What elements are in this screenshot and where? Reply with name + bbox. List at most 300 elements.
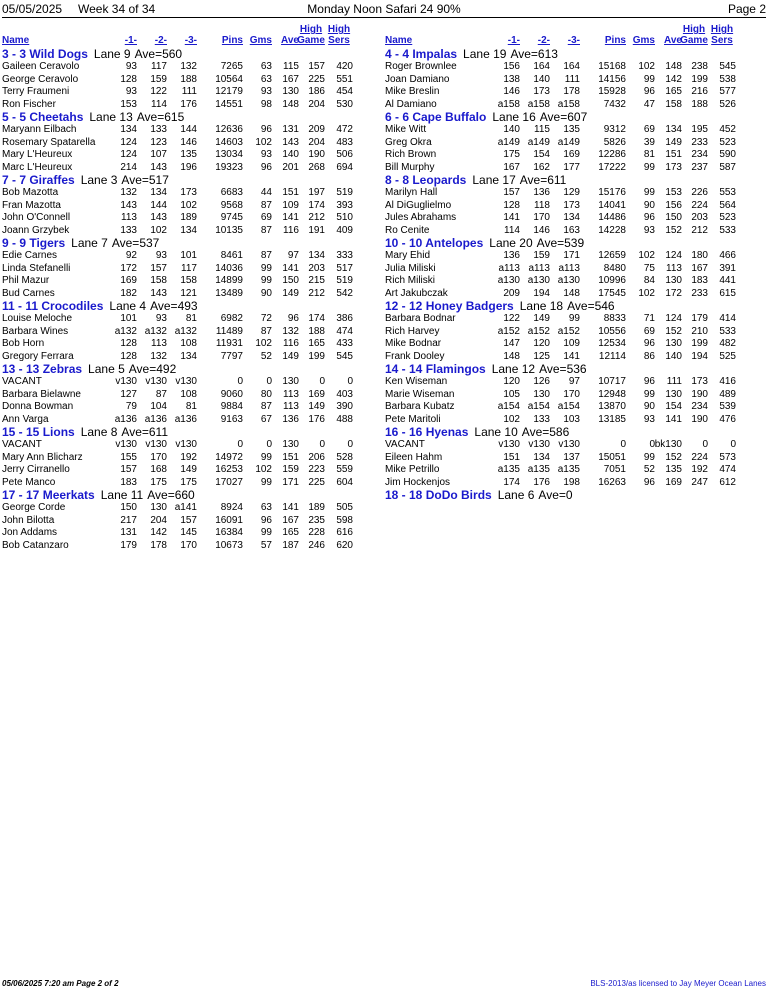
cell-gms: 87 [260, 325, 272, 337]
cell-high_game: 246 [308, 539, 325, 551]
cell-name: Mary L'Heureux [2, 149, 73, 160]
cell-name: Mike Petrillo [385, 464, 440, 475]
team-list-right [385, 48, 768, 502]
cell-name: John Bilotta [2, 514, 55, 526]
cell-g2: 158 [150, 275, 167, 286]
col-header-high_game: High Game [297, 24, 325, 46]
cell-high_game: 190 [691, 413, 708, 425]
bowler-row [2, 414, 385, 427]
col-header-g1: -1- [124, 35, 137, 46]
team-average: Ave=536 [539, 362, 587, 376]
cell-g1: a130 [497, 275, 520, 286]
cell-ave: 124 [665, 250, 682, 261]
bowler-row [2, 225, 385, 238]
cell-high_game: 173 [691, 376, 708, 387]
team-lane: Lane 20 [489, 236, 533, 250]
cell-g3: 189 [180, 212, 197, 223]
cell-ave: 141 [282, 502, 299, 513]
cell-high_game: 183 [691, 275, 708, 286]
cell-gms: 72 [260, 313, 272, 324]
cell-high_game: 224 [691, 199, 708, 211]
cell-high_sers: 551 [336, 73, 353, 85]
cell-ave: 165 [282, 527, 299, 538]
cell-g3: 109 [563, 338, 580, 349]
cell-gms: 99 [643, 388, 655, 400]
cell-gms: 44 [260, 187, 272, 198]
team-header [385, 489, 768, 502]
bowler-row [385, 288, 768, 301]
cell-g2: a149 [527, 136, 550, 148]
bowler-row [385, 99, 768, 112]
cell-high_sers: 433 [336, 338, 353, 349]
cell-g2: 154 [533, 149, 550, 160]
cell-high_game: 228 [308, 527, 325, 538]
cell-pins: 11931 [215, 338, 243, 349]
cell-gms: 96 [260, 161, 272, 173]
cell-high_sers: 452 [719, 124, 736, 135]
cell-high_sers: 694 [336, 161, 353, 173]
cell-g3: 175 [180, 476, 197, 488]
cell-name: Terry Fraumeni [2, 86, 70, 97]
cell-g1: 157 [503, 187, 520, 198]
cell-ave: 156 [665, 199, 682, 211]
bowler-row [385, 212, 768, 225]
cell-high_sers: 559 [336, 464, 353, 475]
cell-g3: 108 [180, 338, 197, 349]
cell-name: Rosemary Spatarella [2, 136, 96, 148]
cell-g2: 170 [150, 451, 167, 463]
cell-gms: 96 [643, 86, 655, 97]
cell-pins: 12114 [598, 350, 626, 362]
bowler-row [2, 162, 385, 175]
cell-g3: 196 [180, 161, 197, 173]
cell-gms: 96 [643, 338, 655, 349]
cell-name: Marc L'Heureux [2, 161, 73, 173]
cell-gms: 39 [643, 136, 655, 148]
team-title: 10 - 10 Antelopes [385, 236, 484, 250]
cell-g1: 155 [120, 451, 137, 463]
cell-pins: 15928 [598, 86, 626, 97]
cell-high_game: 190 [691, 388, 708, 400]
cell-high_sers: 573 [719, 451, 736, 463]
cell-name: Barbara Kubatz [385, 401, 455, 412]
cell-name: Gregory Ferrara [2, 350, 74, 362]
col-header-high_sers: High Sers [327, 24, 351, 46]
cell-high_sers: 474 [336, 325, 353, 337]
cell-g1: 114 [504, 224, 520, 236]
cell-g1: 148 [503, 350, 520, 362]
team-header [2, 489, 385, 502]
cell-high_game: 204 [308, 136, 325, 148]
cell-high_sers: 454 [336, 86, 353, 97]
cell-g3: 134 [180, 350, 197, 362]
cell-g1: 150 [120, 502, 137, 513]
cell-high_game: 234 [691, 149, 708, 160]
cell-name: Al Damiano [385, 98, 437, 110]
cell-name: Bob Mazotta [2, 187, 59, 198]
cell-pins: 15051 [598, 451, 626, 463]
cell-g1: 151 [503, 451, 520, 463]
cell-g1: 113 [121, 212, 137, 223]
cell-g2: 144 [150, 199, 167, 211]
team-info [520, 299, 615, 313]
cell-g1: a132 [114, 325, 137, 337]
cell-pins: 12636 [215, 124, 243, 135]
team-average: Ave=611 [519, 173, 567, 187]
bowler-row [2, 74, 385, 87]
cell-high_sers: 553 [719, 187, 736, 198]
cell-g2: 162 [533, 161, 550, 173]
cell-g3: a130 [557, 275, 580, 286]
bowler-row [385, 326, 768, 339]
cell-g3: 111 [181, 86, 197, 97]
team-info [463, 47, 558, 61]
cell-g3: 170 [563, 388, 580, 400]
bowler-row [2, 351, 385, 364]
cell-g1: 92 [125, 250, 137, 261]
cell-gms: 99 [260, 527, 272, 538]
cell-gms: 102 [255, 464, 272, 475]
cell-g1: 182 [120, 287, 137, 299]
cell-g2: a132 [144, 325, 167, 337]
cell-g2: 157 [150, 262, 167, 274]
team-info [101, 488, 195, 502]
cell-pins: 14899 [215, 275, 243, 286]
team-info [88, 362, 176, 376]
team-lane: Lane 7 [71, 236, 108, 250]
cell-high_sers: 510 [336, 212, 353, 223]
cell-gms: 87 [260, 224, 272, 236]
cell-name: Mike Bodnar [385, 338, 442, 349]
bowler-row [2, 515, 385, 528]
col-header-g3: -3- [184, 35, 197, 46]
cell-high_sers: 542 [336, 287, 353, 299]
cell-high_sers: 386 [336, 313, 353, 324]
cell-g3: 111 [564, 73, 580, 85]
cell-pins: 13489 [215, 287, 243, 299]
cell-gms: 99 [260, 451, 272, 463]
cell-ave: 201 [282, 161, 299, 173]
cell-g3: 176 [180, 98, 197, 110]
column-headers [385, 21, 768, 48]
col-header-g3: -3- [567, 35, 580, 46]
team-title: 4 - 4 Impalas [385, 47, 458, 61]
cell-high_game: 212 [691, 224, 708, 236]
cell-gms: 63 [260, 502, 272, 513]
cell-high_sers: 587 [719, 161, 736, 173]
team-title: 5 - 5 Cheetahs [2, 110, 84, 124]
cell-high_game: 225 [308, 73, 325, 85]
cell-g1: 105 [503, 388, 520, 400]
cell-g1: 217 [120, 514, 137, 526]
cell-g3: 158 [180, 275, 197, 286]
cell-pins: 16263 [598, 476, 626, 488]
col-header-gms: Gms [249, 35, 272, 46]
cell-gms: 102 [638, 61, 655, 72]
team-header [385, 174, 768, 187]
cell-g2: 114 [151, 98, 167, 110]
cell-name: Mike Witt [385, 124, 427, 135]
cell-name: Jim Hockenjos [385, 476, 451, 488]
cell-g2: 107 [150, 149, 167, 160]
cell-gms: 0 [266, 439, 272, 450]
team-header [2, 426, 385, 439]
cell-ave: 148 [665, 61, 682, 72]
cell-g3: 99 [568, 313, 580, 324]
team-average: Ave=517 [121, 173, 169, 187]
cell-high_game: 165 [308, 338, 325, 349]
team-average: Ave=0 [538, 488, 573, 502]
cell-g3: 173 [563, 199, 580, 211]
cell-g3: v130 [175, 376, 197, 387]
cell-pins: 12286 [598, 149, 626, 160]
cell-g1: 156 [503, 61, 520, 72]
cell-ave: 116 [283, 224, 299, 236]
cell-g1: a158 [497, 98, 520, 110]
cell-g1: 124 [120, 136, 137, 148]
cell-high_game: 223 [308, 464, 325, 475]
team-info [109, 299, 197, 313]
col-header-name: Name [2, 35, 30, 46]
cell-high_game: 247 [691, 476, 708, 488]
cell-pins: 10673 [215, 539, 243, 551]
cell-g3: 102 [180, 199, 197, 211]
cell-gms: 96 [643, 212, 655, 223]
team-info [71, 236, 159, 250]
bowler-row [2, 401, 385, 414]
team-info [94, 47, 182, 61]
team-lane: Lane 5 [88, 362, 125, 376]
cell-ave: 109 [282, 199, 299, 211]
cell-high_game: 237 [691, 161, 708, 173]
team-header [385, 426, 768, 439]
cell-g2: 126 [533, 376, 550, 387]
cell-gms: 99 [643, 73, 655, 85]
cell-g2: 143 [150, 287, 167, 299]
team-lane: Lane 9 [93, 47, 131, 61]
cell-name: Roger Brownlee [385, 61, 457, 72]
cell-pins: 7432 [603, 98, 626, 110]
cell-high_sers: 483 [336, 136, 353, 148]
cell-g1: 93 [125, 61, 137, 72]
cell-high_sers: 519 [336, 275, 353, 286]
cell-high_game: 238 [691, 61, 708, 72]
cell-high_sers: 564 [719, 199, 736, 211]
cell-high_game: 180 [691, 250, 708, 261]
cell-pins: 17545 [598, 287, 626, 299]
cell-g1: v130 [498, 439, 520, 450]
cell-g2: a158 [527, 98, 550, 110]
cell-g3: 192 [180, 451, 197, 463]
bowler-row [385, 338, 768, 351]
cell-g1: a149 [497, 136, 520, 148]
cell-high_game: 191 [308, 224, 325, 236]
cell-name: George Corde [2, 502, 66, 513]
cell-high_game: 174 [308, 313, 325, 324]
cell-g1: 147 [503, 338, 520, 349]
team-header [2, 363, 385, 376]
right-column [385, 21, 768, 502]
team-info [89, 110, 184, 124]
team-lane: Lane 8 [80, 425, 118, 439]
cell-g3: 173 [180, 187, 197, 198]
cell-pins: 10996 [598, 275, 626, 286]
cell-name: Barbara Bodnar [385, 313, 456, 324]
cell-gms: 67 [260, 413, 272, 425]
cell-name: Frank Dooley [385, 350, 445, 362]
cell-g3: 117 [181, 262, 197, 274]
team-info [474, 425, 569, 439]
team-header [2, 300, 385, 313]
cell-high_sers: 530 [336, 98, 353, 110]
cell-high_game: 174 [308, 199, 325, 211]
cell-ave: 134 [665, 124, 682, 135]
cell-name: VACANT [2, 439, 42, 450]
team-title: 18 - 18 DoDo Birds [385, 488, 492, 502]
cell-gms: 80 [260, 388, 272, 400]
team-header [385, 48, 768, 61]
team-header [2, 48, 385, 61]
cell-ave: 167 [282, 514, 299, 526]
league-title: Monday Noon Safari 24 90% [307, 2, 461, 16]
cell-gms: 102 [638, 287, 655, 299]
cell-name: Bud Carnes [2, 287, 55, 299]
cell-gms: 99 [643, 187, 655, 198]
cell-g1: 179 [120, 539, 137, 551]
cell-pins: 17027 [215, 476, 243, 488]
bowler-row [2, 452, 385, 465]
team-header [2, 111, 385, 124]
cell-gms: 71 [643, 313, 655, 324]
footer-timestamp: 05/06/2025 7:20 am Page 2 of 2 [2, 979, 119, 988]
cell-g3: 134 [180, 224, 197, 236]
cell-high_game: 212 [308, 287, 325, 299]
cell-high_game: 0 [319, 439, 325, 450]
cell-high_sers: 333 [336, 250, 353, 261]
cell-high_sers: 533 [719, 325, 736, 337]
cell-name: Marie Wiseman [385, 388, 455, 400]
cell-name: VACANT [385, 439, 425, 450]
cell-ave: 151 [282, 451, 299, 463]
cell-g3: v130 [175, 439, 197, 450]
bowler-row [385, 187, 768, 200]
cell-name: Greg Okra [385, 136, 432, 148]
cell-g2: 140 [533, 73, 550, 85]
team-list-left [2, 48, 385, 552]
cell-g1: 132 [120, 187, 137, 198]
cell-high_sers: 525 [719, 350, 736, 362]
cell-high_sers: 409 [336, 224, 353, 236]
cell-g2: 168 [150, 464, 167, 475]
cell-gms: 69 [643, 124, 655, 135]
cell-ave: 152 [665, 325, 682, 337]
cell-g3: a149 [557, 136, 580, 148]
cell-high_game: 212 [308, 212, 325, 223]
cell-gms: 84 [643, 275, 655, 286]
cell-pins: 8924 [220, 502, 243, 513]
cell-g3: 169 [563, 149, 580, 160]
cell-name: Pete Maritoli [385, 413, 441, 425]
cell-g2: 143 [150, 161, 167, 173]
col-header-ave: Ave [281, 35, 299, 46]
cell-high_sers: 615 [719, 287, 736, 299]
team-title: 11 - 11 Crocodiles [2, 299, 104, 313]
cell-g1: 167 [503, 161, 520, 173]
cell-pins: 16253 [215, 464, 243, 475]
team-info [498, 488, 573, 502]
cell-pins: 13870 [598, 401, 626, 412]
team-header [385, 111, 768, 124]
bowler-row [385, 351, 768, 364]
cell-high_sers: 441 [719, 275, 736, 286]
cell-high_sers: 517 [336, 262, 353, 274]
cell-g3: a152 [557, 325, 580, 337]
cell-ave: 151 [665, 149, 682, 160]
cell-pins: 15168 [598, 61, 626, 72]
cell-g1: 128 [120, 73, 137, 85]
bowler-row [2, 376, 385, 389]
cell-g2: v130 [145, 439, 167, 450]
team-lane: Lane 10 [474, 425, 518, 439]
cell-high_sers: 577 [719, 86, 736, 97]
cell-gms: 93 [260, 86, 272, 97]
cell-high_game: 197 [308, 187, 325, 198]
cell-g2: 149 [533, 313, 550, 324]
cell-g3: a132 [174, 325, 197, 337]
cell-g1: a152 [497, 325, 520, 337]
cell-ave: 131 [282, 124, 299, 135]
cell-gms: 47 [643, 98, 655, 110]
cell-name: Ron Fischer [2, 98, 56, 110]
cell-pins: 14156 [598, 73, 626, 85]
cell-g2: 176 [533, 476, 550, 488]
bowler-row [2, 212, 385, 225]
cell-high_sers: 476 [719, 413, 736, 425]
cell-g2: a152 [527, 325, 550, 337]
bowler-row [2, 149, 385, 162]
cell-high_sers: 526 [719, 98, 736, 110]
cell-ave: 113 [283, 401, 299, 412]
cell-g2: 115 [534, 124, 550, 135]
cell-ave: 113 [283, 388, 299, 400]
cell-g1: 141 [503, 212, 520, 223]
cell-ave: 124 [665, 313, 682, 324]
cell-g1: 146 [503, 86, 520, 97]
cell-name: Maryann Eilbach [2, 124, 77, 135]
col-header-ave: Ave [664, 35, 682, 46]
cell-g1: 153 [120, 98, 137, 110]
col-header-high_game: High Game [680, 24, 708, 46]
team-average: Ave=537 [111, 236, 160, 250]
cell-g2: 125 [533, 350, 550, 362]
cell-ave: 116 [283, 338, 299, 349]
bowler-row [385, 124, 768, 137]
cell-high_sers: 488 [336, 413, 353, 425]
col-header-pins: Pins [221, 35, 243, 46]
cell-gms: 102 [255, 338, 272, 349]
cell-high_sers: 505 [336, 502, 353, 513]
cell-g2: 93 [155, 313, 167, 324]
cell-pins: 10135 [215, 224, 243, 236]
cell-high_sers: 0 [730, 439, 736, 450]
cell-pins: 16384 [215, 527, 243, 538]
cell-ave: 153 [665, 187, 682, 198]
bowler-row [2, 313, 385, 326]
cell-pins: 12948 [598, 388, 626, 400]
bowler-row [2, 527, 385, 540]
cell-high_game: 195 [691, 124, 708, 135]
cell-g1: 101 [120, 313, 137, 324]
